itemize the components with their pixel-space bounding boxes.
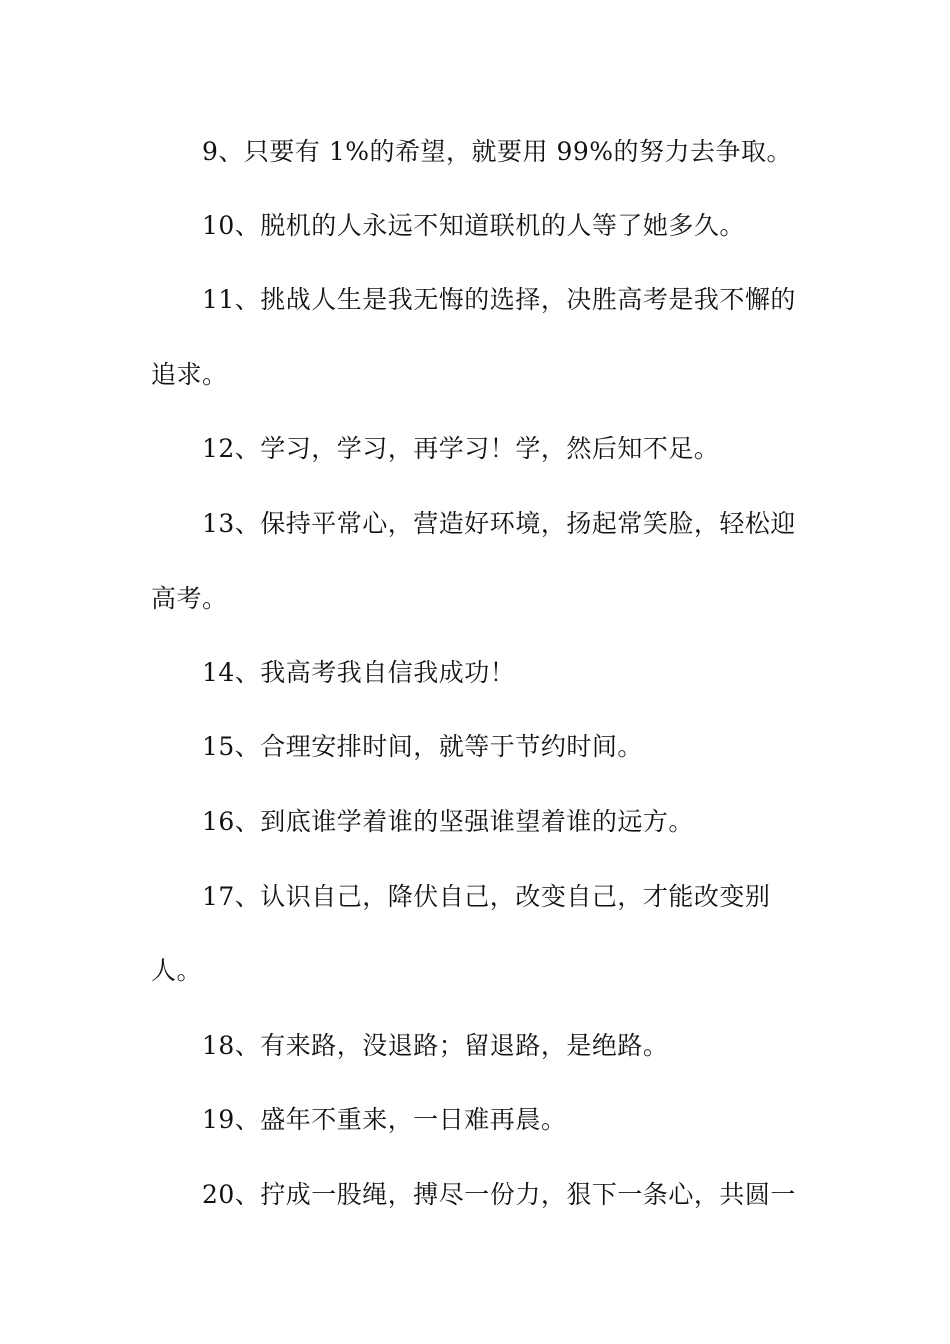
text-line-item-11: 11、挑战人生是我无悔的选择，决胜高考是我不懈的: [202, 285, 796, 314]
text-line-item-11-cont: 追求。: [151, 360, 228, 389]
text-line-item-19: 19、盛年不重来，一日难再晨。: [202, 1105, 567, 1134]
text-line-item-9: 9、只要有 1%的希望，就要用 99%的努力去争取。: [202, 137, 793, 166]
text-line-item-13-cont: 高考。: [151, 584, 228, 613]
text-line-item-12: 12、学习，学习，再学习！学，然后知不足。: [202, 434, 720, 463]
text-line-item-20: 20、拧成一股绳，搏尽一份力，狠下一条心，共圆一: [202, 1180, 796, 1209]
text-line-item-16: 16、到底谁学着谁的坚强谁望着谁的远方。: [202, 807, 694, 836]
text-line-item-15: 15、合理安排时间，就等于节约时间。: [202, 732, 643, 761]
text-line-item-17: 17、认识自己，降伏自己，改变自己，才能改变别: [202, 882, 771, 911]
text-line-item-13: 13、保持平常心，营造好环境，扬起常笑脸，轻松迎: [202, 509, 796, 538]
text-line-item-18: 18、有来路，没退路；留退路，是绝路。: [202, 1031, 669, 1060]
text-line-item-10: 10、脱机的人永远不知道联机的人等了她多久。: [202, 211, 745, 240]
text-line-item-17-cont: 人。: [151, 956, 203, 985]
text-line-item-14: 14、我高考我自信我成功！: [202, 658, 516, 687]
